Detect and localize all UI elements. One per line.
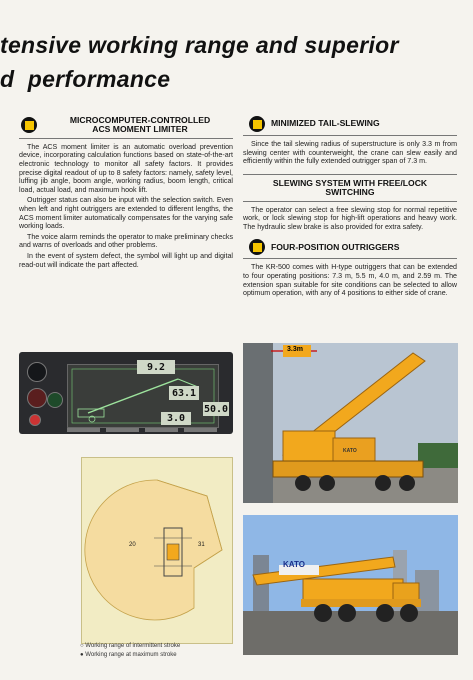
divider bbox=[243, 135, 457, 136]
acs-title-line2: ACS MOMENT LIMITER bbox=[92, 124, 188, 135]
dial-knob bbox=[27, 362, 47, 382]
dial-knob bbox=[47, 392, 63, 408]
acs-paragraph-4: In the event of system defect, the symbol will light up and digital read-out will indicate the part affected. bbox=[19, 251, 233, 269]
diagram-label-right: 31 bbox=[198, 542, 205, 548]
tail-radius-label: 3.3m bbox=[287, 346, 303, 353]
acs-section-title bbox=[19, 116, 233, 135]
divider bbox=[243, 258, 457, 259]
crane-body-text: KATO bbox=[343, 448, 357, 454]
outriggers-icon bbox=[249, 239, 265, 255]
acs-paragraph-2: Outrigger status can also be input with the selection switch. Even when left and right outriggers are extended to different lengths, the ACS moment limiter automatically compensates for the varying safe working loads. bbox=[19, 196, 233, 231]
legend-item-2: ● Working range at maximum stroke bbox=[80, 651, 177, 658]
tail-slewing-icon bbox=[249, 116, 265, 132]
crane-photo-city bbox=[243, 515, 458, 655]
outriggers-title bbox=[243, 239, 457, 255]
divider bbox=[243, 174, 457, 175]
crane-photo-1-image bbox=[243, 343, 458, 503]
headline bbox=[0, 28, 399, 96]
slewing-system-title bbox=[243, 179, 457, 198]
display-load: 63.1 bbox=[169, 386, 199, 400]
display-angle: 3.0 bbox=[161, 412, 191, 425]
diagram-legend bbox=[80, 642, 180, 659]
outriggers-title-text: FOUR-POSITION OUTRIGGERS bbox=[271, 241, 400, 252]
acs-paragraph-3: The voice alarm reminds the operator to make preliminary checks and warns of overloads and other problems. bbox=[19, 232, 233, 250]
switch-row bbox=[67, 428, 217, 432]
warning-lamp bbox=[29, 414, 41, 426]
headline-line-2: d performance bbox=[0, 66, 171, 92]
acs-title-line1: MICROCOMPUTER-CONTROLLED bbox=[69, 115, 211, 125]
crane-photo-tail-slewing bbox=[243, 343, 458, 503]
tail-slewing-title bbox=[243, 116, 457, 132]
working-range-diagram bbox=[81, 457, 233, 644]
outriggers-text: The KR-500 comes with H-type outriggers that can be extended to four operating positions: 7.3 m, 5.5 m, 4.0 m, and 2.59 m. The extension span suitable for site conditions can be selected to allow optimum operation, with any of 4 positions to either side of crane. bbox=[243, 263, 457, 298]
dial-knob bbox=[27, 388, 47, 408]
slewing-title-line1: SLEWING SYSTEM WITH FREE/LOCK bbox=[272, 177, 428, 188]
diagram-label-left: 20 bbox=[129, 542, 136, 548]
divider bbox=[243, 201, 457, 202]
slewing-title-line2: SWITCHING bbox=[325, 187, 375, 198]
display-radius: 50.0 bbox=[203, 403, 229, 415]
acs-paragraph-1: The ACS moment limiter is an automatic overload prevention device, incorporating calculation functions based on state-of-the-art electronic technology to monitor all safety factors. It provides precise digital readout of up to 8 safety factors: namely, safety level, luffing jib angle, boom angle, working radius, boom length, critical load, actual load, and maximum hook lift. bbox=[19, 142, 233, 194]
legend-item-1: ○ Working range of intermittent stroke bbox=[80, 643, 181, 649]
divider bbox=[19, 138, 233, 139]
headline-line-1: tensive working range and superior bbox=[0, 32, 399, 58]
crane-brand-label: KATO bbox=[283, 560, 305, 569]
display-hook-height: 9.2 bbox=[137, 360, 175, 374]
left-column bbox=[19, 116, 233, 271]
right-column bbox=[243, 116, 457, 300]
tail-slewing-title-text: MINIMIZED TAIL-SLEWING bbox=[271, 118, 380, 129]
working-range-svg bbox=[82, 458, 232, 643]
tail-slewing-text: Since the tail slewing radius of superstructure is only 3.3 m from slewing center with counterweight, the crane can slew easily and efficiently within the fully extended outrigger span of 7.3 m. bbox=[243, 140, 457, 166]
acs-monitor-panel bbox=[19, 352, 233, 434]
crane-photo-2-image bbox=[243, 515, 458, 655]
slewing-system-text: The operator can select a free slewing stop for normal repetitive work, or lock slewing stop for high-lift operations and heavy work. The hydraulic slew brake is also provided for extra safety. bbox=[243, 205, 457, 231]
acs-icon bbox=[21, 117, 37, 133]
